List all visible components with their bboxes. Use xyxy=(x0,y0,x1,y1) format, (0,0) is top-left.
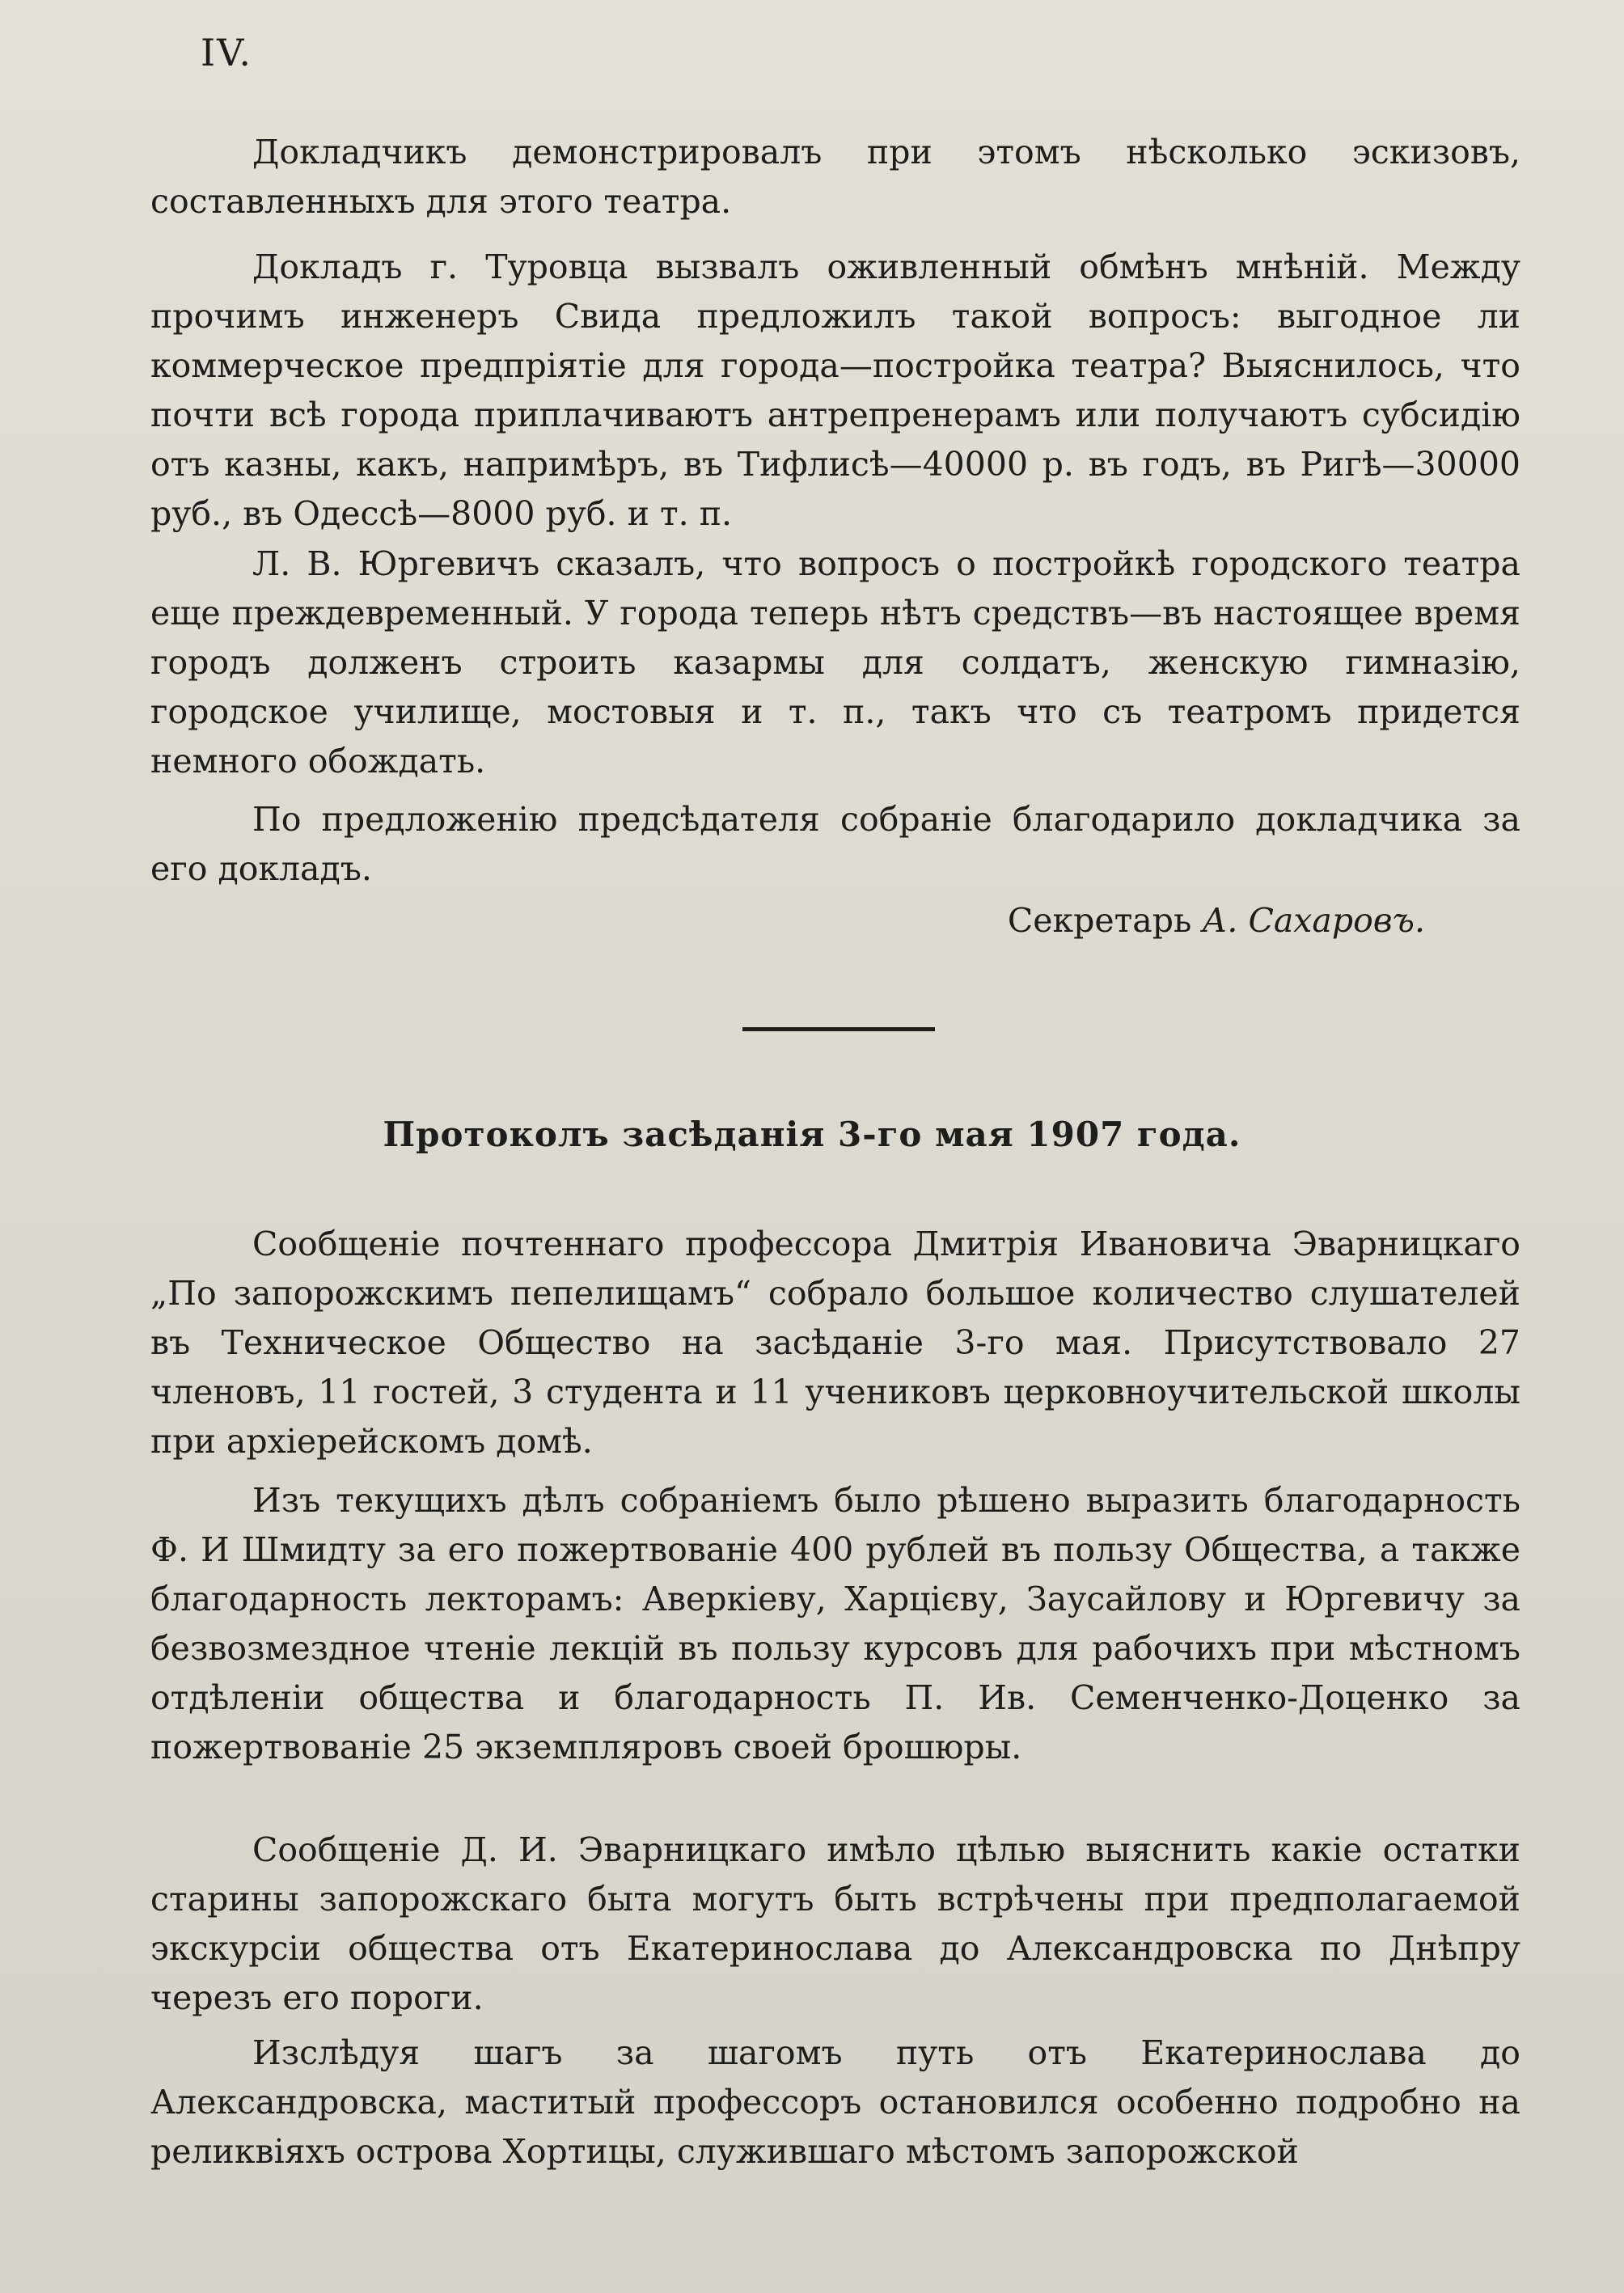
page-number: IV. xyxy=(201,31,252,74)
paragraph-khortytsia: Изслѣдуя шагъ за шагомъ путь отъ Екатеринослава до Александровска, маститый профессоръ остановился особенно подробно на реликвіяхъ острова Хортицы, служившаго мѣстомъ запорожской xyxy=(150,2033,1520,2171)
paragraph-excursion: Сообщеніе Д. И. Эварницкаго имѣло цѣлью выяснить какіе остатки старины запорожскаго быта могутъ быть встрѣчены при предполагаемой экскурсіи общества отъ Екатеринослава до Александровска по Днѣпру черезъ его пороги. xyxy=(150,1830,1520,2017)
paragraph-yurgevich: Л. В. Юргевичъ сказалъ, что вопросъ о постройкѣ городского театра еще преждевременный. У города теперь нѣтъ средствъ—въ настоящее время городъ долженъ строить казармы для солдатъ, женскую гимназію, городское училище, мостовыя и т. п., такъ что съ театромъ придется немного обождать. xyxy=(150,544,1520,781)
section-divider xyxy=(742,1027,935,1031)
paragraph-current-affairs: Изъ текущихъ дѣлъ собраніемъ было рѣшено выразить благодарность Ф. И Шмидту за его пожертвованіе 400 рублей въ пользу Общества, а также благодарность лекторамъ: Аверкіеву, Харцієву, Заусайлову и Юргевичу за безвозмездное чтеніе лекцій въ пользу курсовъ для рабочихъ при мѣстномъ отдѣленіи общества и благодарность П. Ив. Семенченко-Доценко за пожертвованіе 25 экземпляровъ своей брошюры. xyxy=(150,1481,1520,1766)
protocol-heading: Протоколъ засѣданія 3-го мая 1907 года. xyxy=(383,1115,1241,1154)
paragraph-discussion: Докладъ г. Туровца вызвалъ оживленный обмѣнъ мнѣній. Между прочимъ инженеръ Свида предложилъ такой вопросъ: выгодное ли коммерческое предпріятіе для города—постройка театра? Выяснилось, что почти всѣ города приплачиваютъ антрепренерамъ или получаютъ субсидію отъ казны, какъ, напримѣръ, въ Тифлисѣ—40000 р. въ годъ, въ Ригѣ—30000 руб., въ Одессѣ—8000 руб. и т. п. xyxy=(150,247,1520,533)
signature-role: Секретарь xyxy=(1007,901,1192,940)
paragraph-evarnitsky-report: Сообщеніе почтеннаго профессора Дмитрія Ивановича Эварницкаго „По запорожскимъ пепелищамъ“ собрало большое количество слушателей въ Техническое Общество на засѣданіе 3-го мая. Присутствовало 27 членовъ, 11 гостей, 3 студента и 11 учениковъ церковноучительской школы при архіерейскомъ домѣ. xyxy=(150,1225,1520,1461)
paragraph-thanks: По предложенію предсѣдателя собраніе благодарило докладчика за его докладъ. xyxy=(150,800,1520,888)
signature xyxy=(1008,896,1425,946)
paragraph-sketches: Докладчикъ демонстрировалъ при этомъ нѣсколько эскизовъ, составленныхъ для этого театра. xyxy=(150,133,1520,221)
signature-name: А. Сахаровъ. xyxy=(1202,901,1425,940)
